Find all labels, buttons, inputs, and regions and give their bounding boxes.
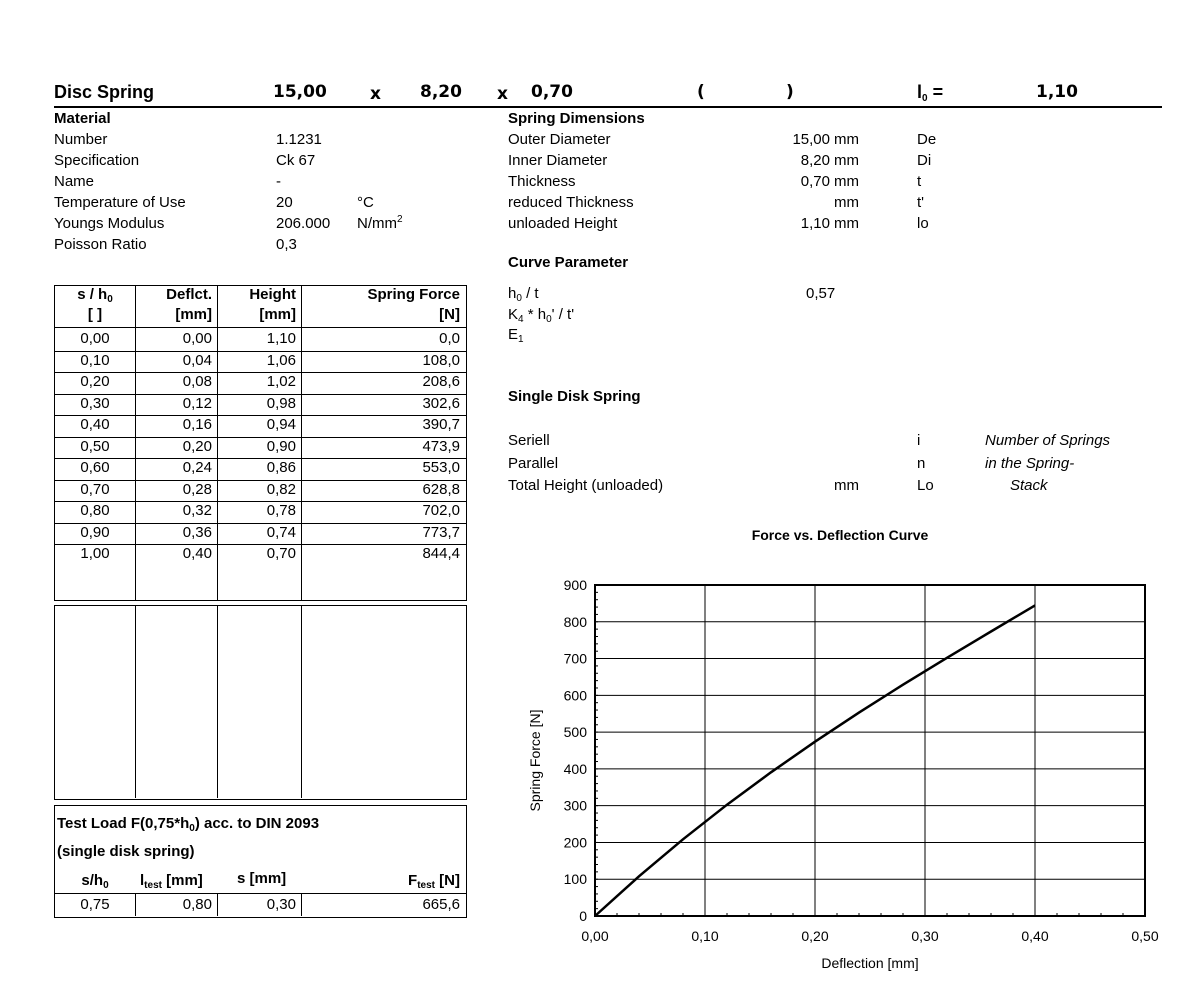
table-cell: 0,16 [182, 416, 212, 433]
header-outer-diameter: 15,00 [273, 82, 327, 102]
x-tick-label: 0,50 [1131, 928, 1159, 944]
table-cell: 0,98 [266, 394, 296, 412]
dimension-unit: mm [834, 131, 859, 148]
chart-title: Force vs. Deflection Curve [751, 527, 929, 543]
table-row-rule [54, 394, 466, 395]
stack-note-1: Number of Springs [985, 432, 1111, 449]
table-cell: 0,24 [182, 459, 212, 476]
col-header-s-h0: s / $h_0$ [77, 286, 113, 305]
table-cell: 553,0 [422, 459, 460, 476]
table-row-rule [54, 351, 466, 352]
force-deflection-chart [520, 565, 1160, 995]
stack-note-2: in the Spring- [985, 455, 1075, 472]
table-row-rule [54, 415, 466, 416]
material-label: Number [54, 131, 108, 148]
dimension-unit: mm [834, 152, 859, 169]
header-times-1: x [370, 84, 381, 104]
x-tick-label: 0,20 [801, 928, 829, 944]
table-cell: 0,40 [182, 545, 212, 562]
table-row-rule [54, 480, 466, 481]
material-label: Name [54, 173, 95, 190]
dimension-value: 1,10 [800, 215, 830, 232]
header-l0-label: $l_0$ = [917, 82, 944, 104]
table-cell: 0,94 [266, 416, 296, 433]
table-cell: 0,80 [80, 502, 110, 519]
table-cell: 1,06 [266, 351, 296, 369]
table-cell: 0,0 [439, 330, 460, 347]
seriell-symbol: i [917, 432, 921, 449]
material-value: 1.1231 [276, 131, 322, 148]
parallel-label: Parallel [508, 455, 559, 472]
table-cell: 0,90 [80, 523, 110, 541]
material-value: 20 [276, 194, 293, 211]
dimension-label: unloaded Height [508, 215, 618, 232]
total-height-unit: mm [834, 477, 859, 494]
dimension-symbol: Di [917, 152, 932, 169]
empty-table-frame [54, 605, 467, 800]
y-axis-label: Spring Force [N] [527, 709, 543, 812]
y-tick-label: 500 [563, 724, 587, 741]
table-row-rule [54, 501, 466, 502]
table-row-rule [54, 372, 466, 373]
dimension-value: 8,20 [800, 152, 830, 169]
dimension-symbol: t [917, 173, 922, 190]
table-cell: 0,86 [266, 459, 296, 476]
material-label: Temperature of Use [54, 194, 186, 211]
col-unit-1: [ ] [87, 306, 103, 323]
dimension-unit: mm [834, 173, 859, 190]
test-load-title: Test Load $F(0,75*h_0)$ acc. to DIN 2093 [57, 815, 320, 834]
table-cell: 0,00 [80, 330, 110, 347]
col-unit-2: [mm] [175, 306, 212, 323]
y-tick-label: 400 [563, 760, 587, 777]
x-tick-label: 0,10 [691, 928, 719, 944]
header-inner-diameter: 8,20 [420, 82, 462, 102]
table-cell: 0,50 [80, 437, 110, 455]
dimension-value: 0,70 [800, 173, 830, 190]
table-cell: 702,0 [422, 502, 460, 519]
table-cell: 0,36 [182, 523, 212, 541]
y-tick-label: 200 [563, 834, 587, 851]
material-label: Specification [54, 152, 140, 169]
test-value-s: 0,30 [266, 896, 296, 913]
table-cell: 628,8 [422, 480, 460, 498]
table-cell: 1,00 [80, 545, 110, 562]
test-col-ltest: $l_{test}$ [mm] [140, 872, 203, 891]
test-value-ftest: 665,6 [422, 896, 460, 913]
table-row-rule [54, 523, 466, 524]
table-cell: 0,20 [182, 437, 212, 455]
dimension-unit: mm [834, 215, 859, 232]
table-cell: 0,08 [182, 373, 212, 390]
y-tick-label: 700 [563, 650, 587, 667]
dimension-label: reduced Thickness [508, 194, 634, 211]
h0-over-t-label: $h_0$ / t [508, 285, 539, 304]
table-cell: 1,10 [266, 330, 296, 347]
table-cell: 0,28 [182, 480, 212, 498]
x-axis-label: Deflection [mm] [821, 955, 919, 971]
table-cell: 0,10 [80, 351, 110, 369]
y-tick-label: 600 [563, 687, 587, 704]
col-unit-4: [N] [439, 306, 460, 323]
dimensions-heading: Spring Dimensions [508, 110, 645, 127]
header-thickness: 0,70 [531, 82, 573, 102]
table-header-rule [54, 327, 466, 328]
col-header-height: Height [249, 286, 296, 303]
table-cell: 473,9 [422, 437, 460, 455]
e1-label: $E_1$ [508, 326, 524, 345]
table-cell: 390,7 [422, 416, 460, 433]
table-cell: 108,0 [422, 351, 460, 369]
table-cell: 0,70 [80, 480, 110, 498]
y-tick-label: 100 [563, 871, 587, 888]
table-cell: 0,82 [266, 480, 296, 498]
table-cell: 844,4 [422, 545, 460, 562]
dimension-unit: mm [834, 194, 859, 211]
table-row-rule [54, 458, 466, 459]
test-value-ltest: 0,80 [182, 896, 212, 913]
stack-note-3: Stack [1010, 477, 1048, 494]
table-cell: 0,90 [266, 437, 296, 455]
table-cell: 0,20 [80, 373, 110, 390]
y-tick-label: 900 [563, 577, 587, 593]
material-unit: °C [357, 194, 374, 211]
material-value: Ck 67 [276, 152, 316, 169]
dimension-value: 15,00 [792, 131, 830, 148]
dimension-symbol: t' [917, 194, 925, 211]
y-tick-label: 0 [579, 908, 587, 924]
table-cell: 0,30 [80, 394, 110, 412]
table-cell: 1,02 [266, 373, 296, 390]
table-row-rule [54, 544, 466, 545]
single-disk-heading: Single Disk Spring [508, 388, 641, 405]
x-tick-label: 0,30 [911, 928, 939, 944]
h0-over-t-value: 0,57 [806, 285, 836, 302]
table-cell: 208,6 [422, 373, 460, 390]
header-times-2: x [497, 84, 508, 104]
dimension-label: Outer Diameter [508, 131, 611, 148]
y-tick-label: 800 [563, 613, 587, 630]
empty-col-divider [135, 605, 136, 798]
parallel-symbol: n [917, 455, 926, 472]
curve-param-heading: Curve Parameter [508, 254, 629, 271]
table-cell: 773,7 [422, 523, 460, 541]
material-unit: $N/mm^2$ [357, 214, 403, 232]
table-cell: 0,70 [266, 545, 296, 562]
x-tick-label: 0,40 [1021, 928, 1049, 944]
table-cell: 0,60 [80, 459, 110, 476]
header-l0-value: 1,10 [1036, 82, 1078, 102]
col-header-spring-force: Spring Force [367, 286, 460, 303]
dimension-label: Thickness [508, 173, 576, 190]
table-cell: 0,32 [182, 502, 212, 519]
material-label: Poisson Ratio [54, 236, 147, 253]
table-cell: 0,74 [266, 523, 296, 541]
plot-area [595, 585, 1145, 916]
material-value: 206.000 [276, 215, 331, 232]
header-paren-close: ) [786, 82, 794, 102]
col-header-deflection: Deflct. [166, 286, 212, 303]
test-load-rule [54, 893, 466, 894]
test-load-subtitle: (single disk spring) [57, 843, 195, 860]
material-heading: Material [54, 110, 111, 127]
material-value: - [276, 173, 281, 190]
table-cell: 0,04 [182, 351, 212, 369]
empty-col-divider [301, 605, 302, 798]
dimension-label: Inner Diameter [508, 152, 608, 169]
table-cell: 0,00 [182, 330, 212, 347]
header-paren-open: ( [697, 82, 705, 102]
dimension-symbol: De [917, 131, 937, 148]
test-col-ftest: $F_{test}$ [N] [408, 872, 460, 891]
total-height-label: Total Height (unloaded) [508, 477, 664, 494]
doc-title: Disc Spring [54, 82, 155, 102]
table-cell: 302,6 [422, 394, 460, 412]
total-height-symbol: Lo [917, 477, 934, 494]
empty-col-divider [217, 605, 218, 798]
table-cell: 0,40 [80, 416, 110, 433]
x-tick-label: 0,00 [581, 928, 609, 944]
col-unit-3: [mm] [259, 306, 296, 323]
test-col-s-h0: $s/h_0$ [81, 872, 109, 891]
material-value: 0,3 [276, 236, 297, 253]
test-value-s-h0: 0,75 [80, 896, 110, 913]
k4-label: $K_4 * h_0'$ / t' [508, 306, 575, 325]
test-col-s: s [mm] [237, 870, 287, 887]
y-tick-label: 300 [563, 797, 587, 814]
table-cell: 0,12 [182, 394, 212, 412]
seriell-label: Seriell [508, 432, 550, 449]
header-rule [54, 106, 1162, 108]
table-cell: 0,78 [266, 502, 296, 519]
table-row-rule [54, 437, 466, 438]
material-label: Youngs Modulus [54, 215, 165, 232]
dimension-symbol: lo [917, 215, 929, 232]
